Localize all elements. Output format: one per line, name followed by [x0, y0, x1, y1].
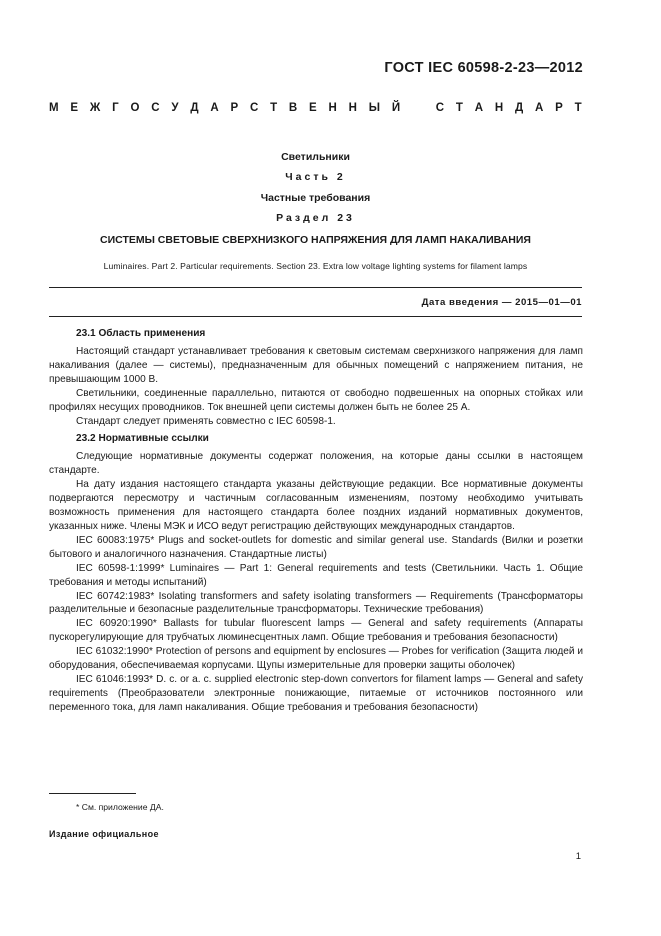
title-english: Luminaires. Part 2. Particular requirements. Section 23. Extra low voltage lighting systems for filament lamps — [103, 261, 528, 271]
word-gap — [412, 102, 424, 114]
heading-letter: А — [534, 102, 544, 114]
heading-letter: Т — [455, 102, 463, 114]
document-code: ГОСТ IEC 60598-2-23—2012 — [384, 60, 583, 76]
reference-item: IEC 61046:1993* D. c. or a. c. supplied electronic step-down convertors for filament lamps — General and safety requirements (Преобразователи электронные понижающие, питаемые от источников постоянного или переменного тока, для ламп накаливания. Общие требования и требования безопасности) — [49, 673, 583, 713]
reference-item: IEC 60083:1975* Plugs and socket-outlets for domestic and similar general use. Standards (Вилки и розетки бытового и аналогичного назначения. Стандартные листы) — [49, 534, 583, 560]
heading-letter: Й — [391, 102, 401, 114]
title-part-sub: Частные требования — [260, 192, 371, 204]
heading-letter: Е — [309, 102, 317, 114]
heading-letter: Ы — [368, 102, 381, 114]
heading-letter: А — [474, 102, 484, 114]
heading-letter: Т — [270, 102, 278, 114]
standard-type-heading — [49, 102, 582, 114]
reference-item: IEC 60598-1:1999* Luminaires — Part 1: General requirements and tests (Светильники. Часть 1. Общие требования и методы испытаний) — [49, 562, 583, 588]
heading-letter: С — [435, 102, 445, 114]
heading-letter: У — [171, 102, 179, 114]
reference-item: IEC 61032:1990* Protection of persons and equipment by enclosures — Probes for verification (Защита людей и оборудования, обеспечиваемая корпусами. Щупы измерительные для проверки защиты оболочек) — [49, 646, 583, 672]
footnote-rule — [49, 793, 136, 794]
section-heading-references: 23.2 Нормативные ссылки — [76, 433, 209, 445]
paragraph: Настоящий стандарт устанавливает требования к световым системам сверхнизкого напряжения для ламп накаливания (далее — системы), предназначенным для обычных помещений с напряжением питания, не превышающим 1000 В. — [49, 346, 583, 385]
date-rule — [49, 316, 582, 317]
heading-letter: Г — [112, 102, 119, 114]
heading-letter: Р — [230, 102, 239, 114]
title-section: Раздел 23 — [276, 212, 355, 224]
paragraph: На дату издания настоящего стандарта указаны действующие редакции. Все нормативные документы подвергаются пересмотру и частичным согласованным изменениям, поэтому необходимо учитывать возможность применения для настоящего стандарта более поздних изданий нормативных документов, указанных ниже. Члены МЭК и ИСО ведут регистрацию действующих международных стандартов. — [49, 479, 583, 532]
heading-letter: Н — [348, 102, 357, 114]
paragraph: Следующие нормативные документы содержат положения, на которые даны ссылки в настоящем стандарте. — [49, 451, 583, 477]
heading-letter: В — [288, 102, 298, 114]
heading-letter: М — [49, 102, 59, 114]
page-number: 1 — [575, 851, 581, 862]
introduction-date: Дата введения — 2015—01—01 — [421, 297, 582, 308]
heading-letter: Д — [514, 102, 524, 114]
heading-letter: О — [130, 102, 140, 114]
heading-letter: Е — [70, 102, 79, 114]
heading-letter: Н — [328, 102, 337, 114]
title-part: Часть 2 — [285, 171, 346, 183]
title-section-name: СИСТЕМЫ СВЕТОВЫЕ СВЕРХНИЗКОГО НАПРЯЖЕНИЯ ДЛЯ ЛАМП НАКАЛИВАНИЯ — [100, 234, 531, 246]
reference-item: IEC 60742:1983* Isolating transformers and safety isolating transformers — Requirements (Трансформаторы разделительные и безопасные разделительные трансформаторы. Технические требования) — [49, 590, 583, 616]
heading-letter: Р — [555, 102, 563, 114]
heading-letter: Н — [494, 102, 504, 114]
footnote: * См. приложение ДА. — [76, 802, 164, 812]
body-text — [49, 327, 583, 715]
heading-letter: А — [210, 102, 219, 114]
edition-label: Издание официальное — [49, 829, 159, 839]
heading-letter: Ж — [89, 102, 101, 114]
heading-letter: С — [151, 102, 160, 114]
title-main: Светильники — [281, 151, 350, 163]
section-heading-scope: 23.1 Область применения — [76, 328, 206, 339]
paragraph: Стандарт следует применять совместно с IEC 60598-1. — [76, 415, 336, 427]
paragraph: Светильники, соединенные параллельно, питаются от свободно подвешенных на опорных стойках или профилях несущих проводников. Ток внешней цепи системы должен быть не более 25 А. — [49, 387, 583, 413]
heading-letter: Д — [190, 102, 199, 114]
heading-letter: Т — [574, 102, 582, 114]
header-rule — [49, 287, 582, 288]
reference-item: IEC 60920:1990* Ballasts for tubular fluorescent lamps — General and safety requirements (Аппараты пускорегулирующие для трубчатых люминесцентных ламп. Общие требования и требования безопасности) — [49, 618, 583, 644]
heading-letter: С — [249, 102, 259, 114]
